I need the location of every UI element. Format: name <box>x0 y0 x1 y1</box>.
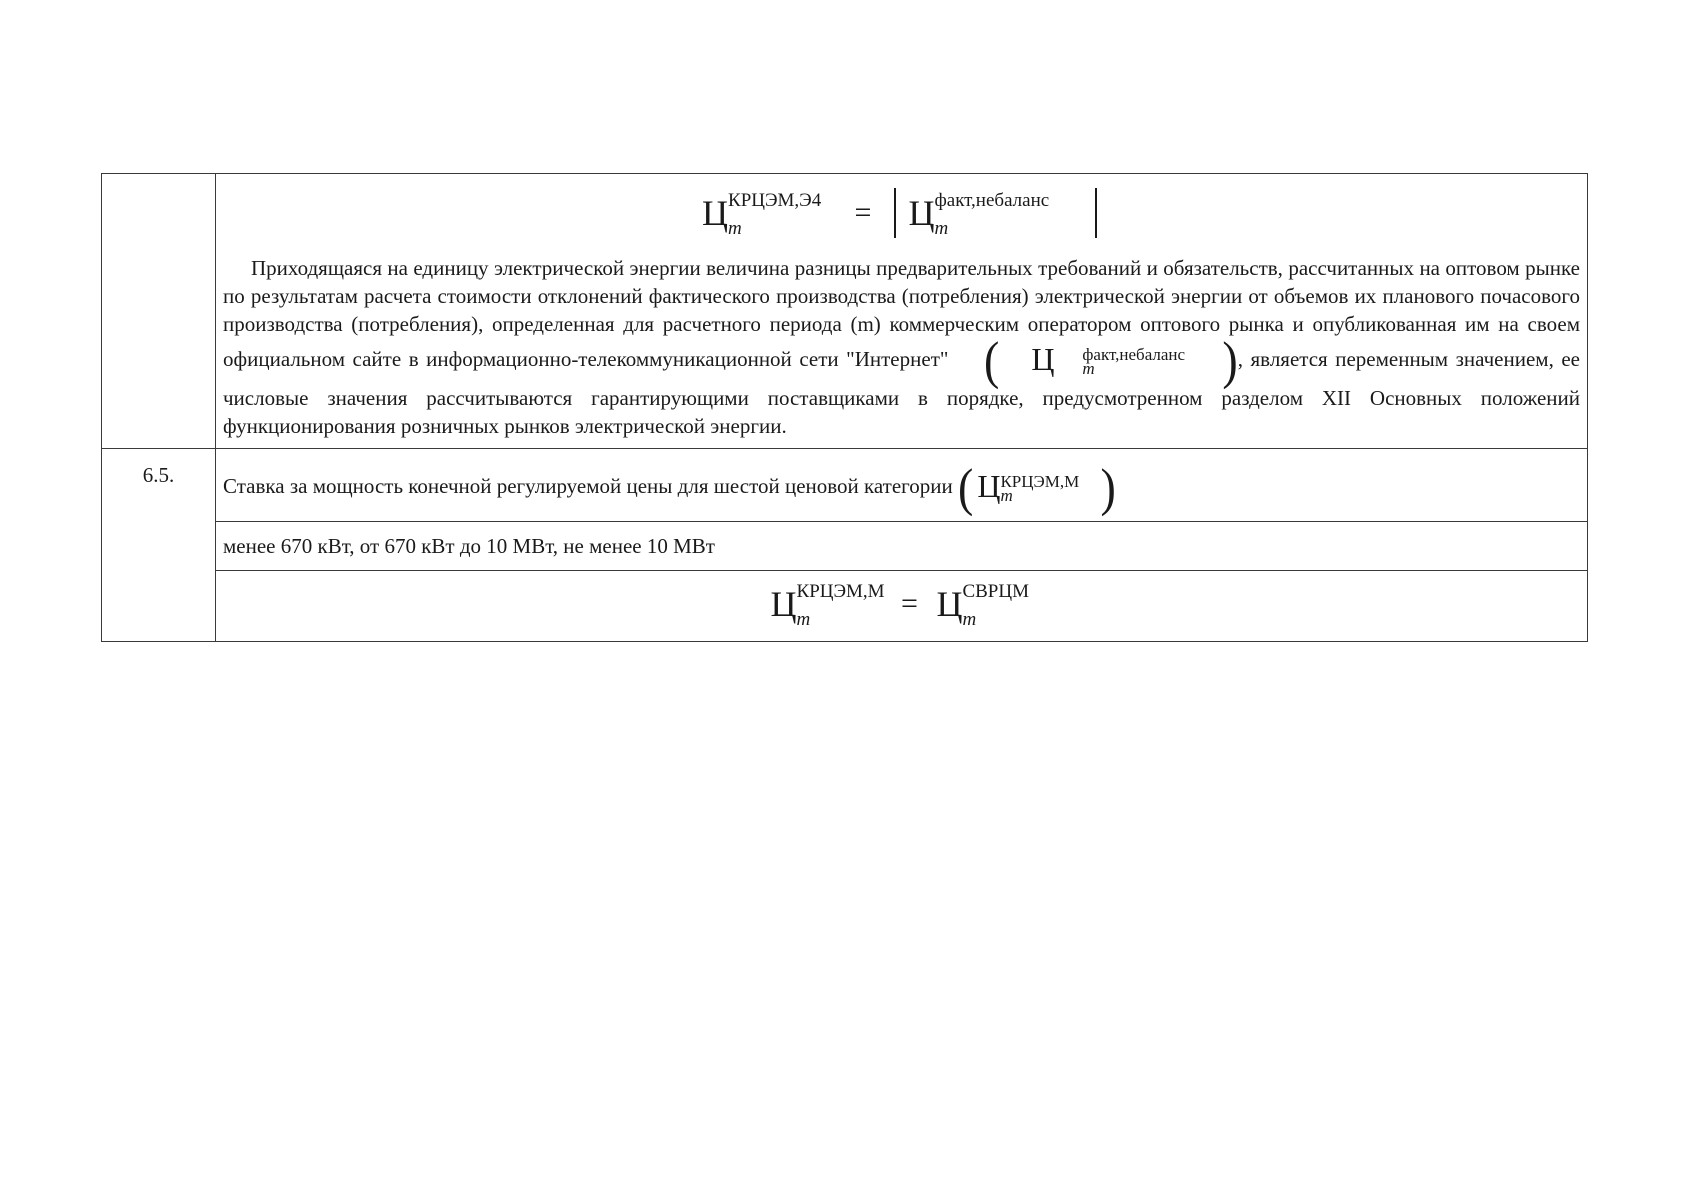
left-paren: ( <box>983 331 1000 390</box>
symbol-superscript: факт,небаланс <box>1082 345 1186 364</box>
symbol-superscript: СВРЦМ <box>962 580 1029 602</box>
equals-sign: = <box>854 196 872 229</box>
symbol-subscript: m <box>796 608 811 630</box>
section-title: Ставка за мощность конечной регулируемой цены для шестой ценовой категории <box>223 473 953 498</box>
formula-lhs-symbol <box>702 189 822 239</box>
symbol-base: Ц <box>977 468 1001 504</box>
formula-krcem-m <box>223 571 1580 641</box>
section-title-cell <box>216 449 1588 522</box>
symbol-subscript: m <box>728 217 742 239</box>
absolute-value-bar-right <box>1095 188 1097 238</box>
formula-krcem-e4 <box>223 174 1580 254</box>
symbol-superscript: КРЦЭМ,М <box>1000 472 1080 491</box>
table-row <box>102 174 1588 449</box>
symbol-subscript: m <box>1000 486 1013 505</box>
symbol-subscript: m <box>934 217 949 239</box>
symbol-base: Ц <box>908 192 935 233</box>
symbol-subscript: m <box>962 608 977 630</box>
formula-rhs-symbol <box>936 580 1029 630</box>
symbol-base: Ц <box>770 583 797 624</box>
formula-cell <box>216 571 1588 642</box>
symbol-subscript: m <box>1082 359 1095 378</box>
right-paren: ) <box>1100 458 1116 517</box>
paragraph-text-part2: , является переменным значением, ее числовые значения рассчитываются гарантирующими поставщиками в порядке, предусмотренном разделом XII Основных положений функционирования розничных рынков электрической энергии. <box>223 346 1581 438</box>
inline-symbol <box>977 468 1080 505</box>
tariff-table <box>101 173 1588 642</box>
formula-lhs-symbol <box>770 580 885 630</box>
table-row <box>102 449 1588 522</box>
power-range-cell: менее 670 кВт, от 670 кВт до 10 МВт, не менее 10 МВт <box>216 522 1588 571</box>
table-row <box>102 571 1588 642</box>
inline-symbol <box>1003 341 1186 378</box>
formula-rhs-symbol <box>908 189 1050 239</box>
symbol-superscript: КРЦЭМ,Э4 <box>728 189 822 211</box>
right-paren: ) <box>1222 331 1238 390</box>
paragraph-text-part1: Приходящаяся на единицу электрической энергии величина разницы предварительных требований и обязательств, рассчитанных на оптовом рынке по результатам расчета стоимости отклонений фактического производства (потребления) электрической энергии от объемов их планового почасового производства (потребления), определенная для расчетного периода (m) коммерческим оператором оптового рынка и опубликованная им на своем официальном сайте в информационно-телекоммуникационной сети "Интернет" <box>223 256 1580 371</box>
absolute-value-bar-left <box>894 188 896 238</box>
symbol-superscript: КРЦЭМ,М <box>796 580 885 602</box>
table-row <box>102 522 1588 571</box>
symbol-base: Ц <box>936 583 963 624</box>
row-number-cell: 6.5. <box>102 449 216 642</box>
symbol-base: Ц <box>702 192 729 233</box>
symbol-base: Ц <box>1031 341 1055 377</box>
equals-sign: = <box>901 587 918 621</box>
content-cell <box>216 174 1588 449</box>
description-paragraph <box>223 254 1580 448</box>
row-number-cell-empty <box>102 174 216 449</box>
symbol-superscript: факт,небаланс <box>934 189 1050 211</box>
left-paren: ( <box>958 458 974 517</box>
